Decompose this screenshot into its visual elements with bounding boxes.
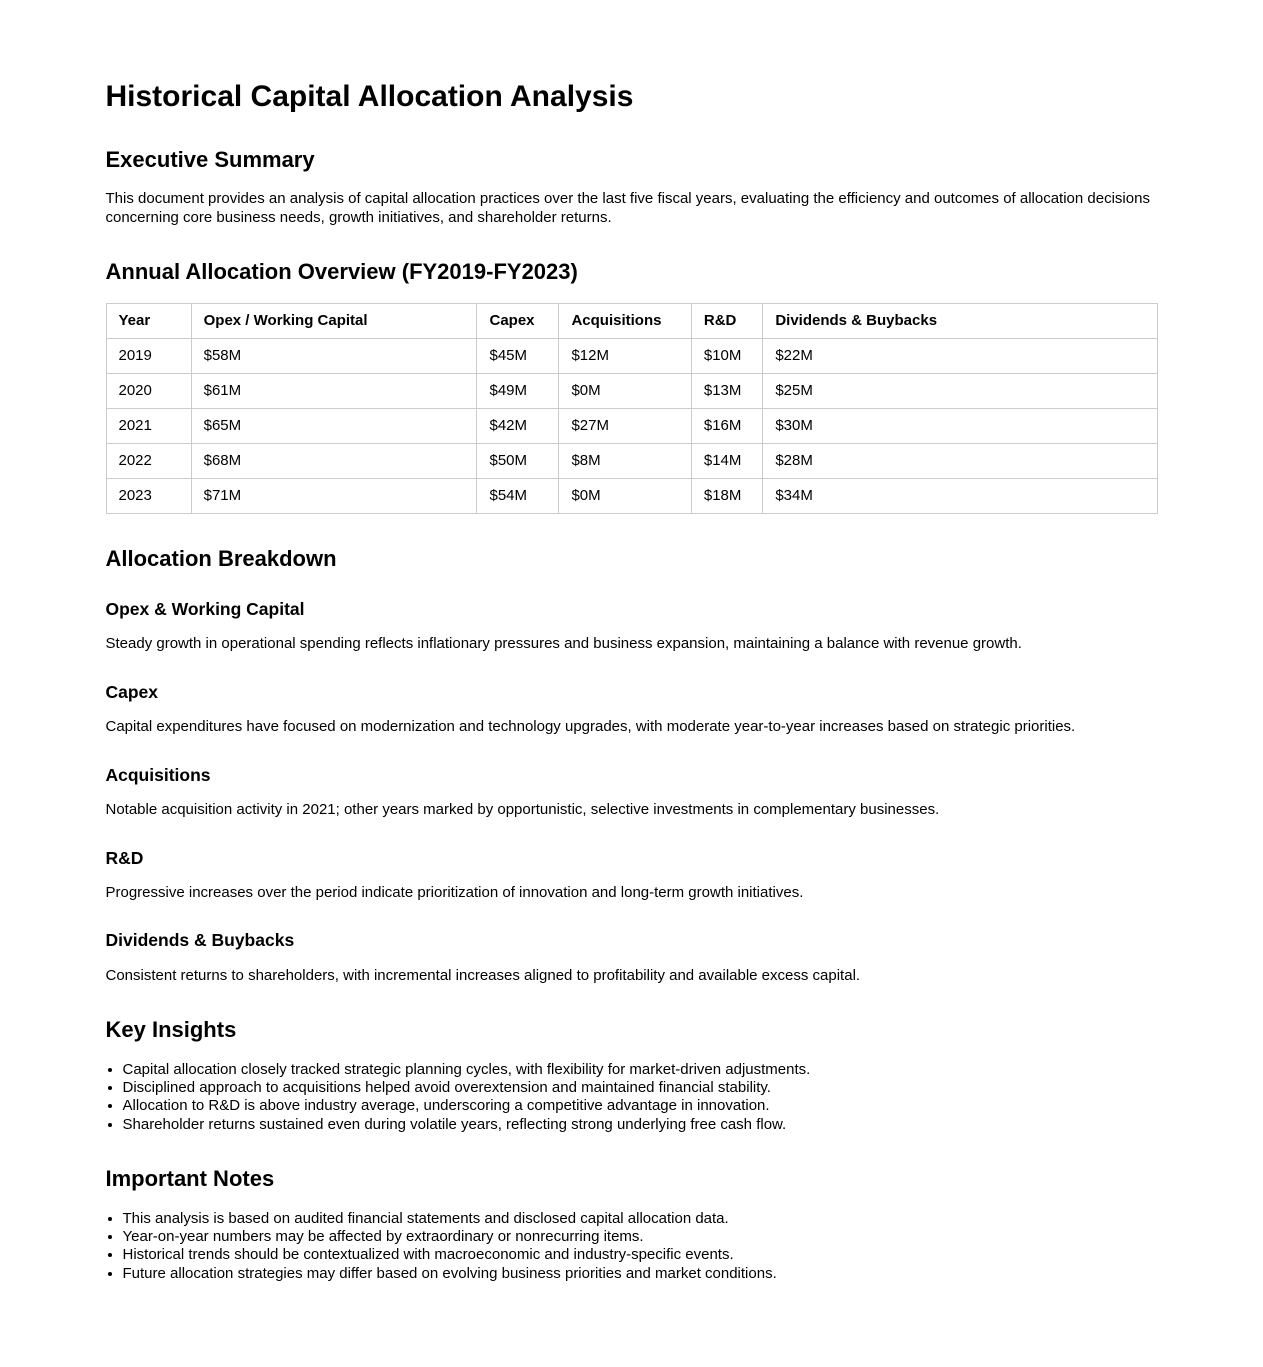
table-cell: $71M <box>191 478 477 513</box>
table-row <box>106 338 1157 373</box>
column-header: Capex <box>477 303 559 338</box>
table-cell: $68M <box>191 443 477 478</box>
subsection-heading: Acquisitions <box>105 764 211 785</box>
column-header: Year <box>106 303 191 338</box>
column-header: R&D <box>691 303 762 338</box>
table-cell: 2022 <box>106 443 191 478</box>
subsection-text: Capital expenditures have focused on modernization and technology upgrades, with moderate year-to-year increases based on strategic priorities. <box>105 717 1076 735</box>
table-cell: $13M <box>691 373 762 408</box>
table-row <box>106 443 1157 478</box>
subsection-text: Steady growth in operational spending reflects inflationary pressures and business expansion, maintaining a balance with revenue growth. <box>105 635 1022 653</box>
table-cell: $25M <box>763 373 1157 408</box>
section-heading-executive-summary: Executive Summary <box>105 146 315 172</box>
list-item: • Allocation to R&D is above industry average, underscoring a competitive advantage in innovation. <box>123 1097 1158 1115</box>
section-heading-annual-overview: Annual Allocation Overview (FY2019-FY2023) <box>105 259 578 285</box>
table-cell: $45M <box>477 338 559 373</box>
section-heading-key-insights: Key Insights <box>105 1017 237 1043</box>
table-row <box>106 373 1157 408</box>
subsection-heading: Opex & Working Capital <box>105 598 305 619</box>
table-cell: $42M <box>477 408 559 443</box>
column-header: Opex / Working Capital <box>191 303 477 338</box>
table-cell: $49M <box>477 373 559 408</box>
allocation-breakdown-subsections <box>106 599 1158 985</box>
table-cell: $14M <box>691 443 762 478</box>
subsection-heading: Dividends & Buybacks <box>105 930 295 951</box>
subsection-text: Consistent returns to shareholders, with incremental increases aligned to profitability and available excess capital. <box>105 966 861 984</box>
table-cell: $30M <box>763 408 1157 443</box>
table-cell: 2020 <box>106 373 191 408</box>
subsection-text: Notable acquisition activity in 2021; other years marked by opportunistic, selective investments in complementary businesses. <box>105 800 940 818</box>
table-cell: $12M <box>559 338 691 373</box>
allocation-table <box>106 303 1158 514</box>
list-item: • Disciplined approach to acquisitions helped avoid overextension and maintained financial stability. <box>123 1079 1158 1097</box>
section-heading-allocation-breakdown: Allocation Breakdown <box>105 545 337 571</box>
table-cell: $0M <box>559 373 691 408</box>
table-cell: $16M <box>691 408 762 443</box>
column-header: Acquisitions <box>559 303 691 338</box>
table-cell: $34M <box>763 478 1157 513</box>
subsection-heading: R&D <box>105 847 144 868</box>
column-header: Dividends & Buybacks <box>763 303 1157 338</box>
document-page <box>106 0 1158 1283</box>
table-header-row <box>106 303 1157 338</box>
section-heading-important-notes: Important Notes <box>105 1166 275 1192</box>
table-cell: $0M <box>559 478 691 513</box>
table-row <box>106 478 1157 513</box>
table-cell: $10M <box>691 338 762 373</box>
list-item: • Shareholder returns sustained even during volatile years, reflecting strong underlying free cash flow. <box>123 1116 1158 1134</box>
table-cell: $58M <box>191 338 477 373</box>
table-cell: $28M <box>763 443 1157 478</box>
important-notes-list <box>106 1210 1158 1284</box>
list-item: • This analysis is based on audited financial statements and disclosed capital allocation data. <box>123 1210 1158 1228</box>
table-cell: 2021 <box>106 408 191 443</box>
table-cell: 2019 <box>106 338 191 373</box>
table-cell: $54M <box>477 478 559 513</box>
table-cell: $18M <box>691 478 762 513</box>
table-row <box>106 408 1157 443</box>
table-cell: $61M <box>191 373 477 408</box>
table-cell: $65M <box>191 408 477 443</box>
table-cell: $8M <box>559 443 691 478</box>
subsection-heading: Capex <box>105 681 159 702</box>
table-cell: $50M <box>477 443 559 478</box>
list-item: • Year-on-year numbers may be affected by extraordinary or nonrecurring items. <box>123 1228 1158 1246</box>
list-item: • Future allocation strategies may differ based on evolving business priorities and market conditions. <box>123 1265 1158 1283</box>
page-title: Historical Capital Allocation Analysis <box>105 80 634 113</box>
list-item: • Capital allocation closely tracked strategic planning cycles, with flexibility for market-driven adjustments. <box>123 1061 1158 1079</box>
table-cell: $22M <box>763 338 1157 373</box>
executive-summary-text: This document provides an analysis of capital allocation practices over the last five fiscal years, evaluating the efficiency and outcomes of allocation decisions concerning core business needs, growth initiatives, and shareholder returns. <box>105 189 1150 226</box>
table-cell: $27M <box>559 408 691 443</box>
subsection-text: Progressive increases over the period indicate prioritization of innovation and long-term growth initiatives. <box>105 883 804 901</box>
key-insights-list <box>106 1061 1158 1135</box>
list-item: • Historical trends should be contextualized with macroeconomic and industry-specific events. <box>123 1246 1158 1264</box>
table-cell: 2023 <box>106 478 191 513</box>
